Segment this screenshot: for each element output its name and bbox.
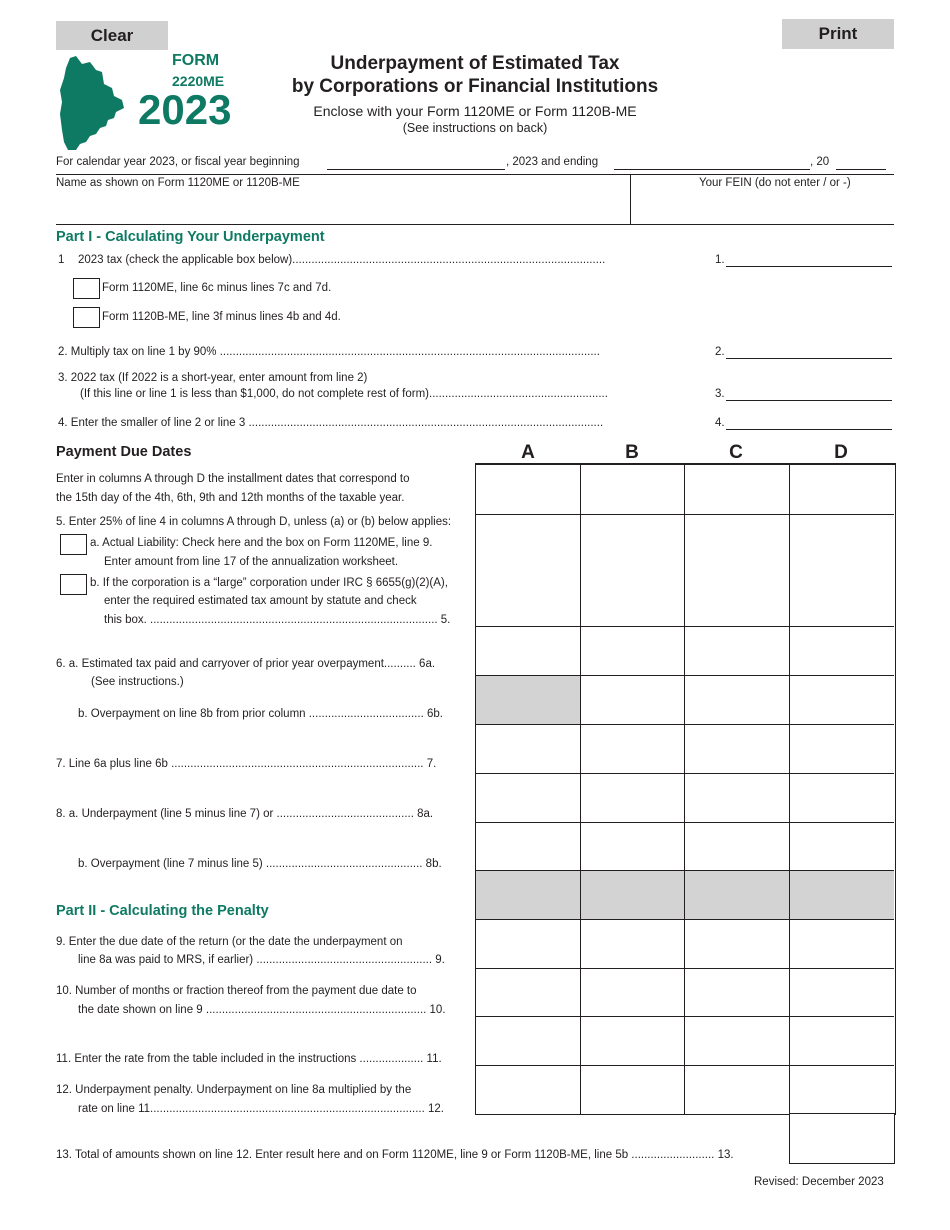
line10-d-cell[interactable] bbox=[790, 969, 894, 1017]
line11-label: 11. Enter the rate from the table included in the instructions .................... 11. bbox=[56, 1053, 442, 1065]
line6b-b-cell[interactable] bbox=[581, 676, 685, 725]
line7-b-cell[interactable] bbox=[581, 725, 685, 774]
line11-c-cell[interactable] bbox=[685, 1017, 790, 1066]
divider bbox=[630, 174, 631, 224]
column-c-header: C bbox=[729, 442, 743, 463]
line5a-label: a. Actual Liability: Check here and the box on Form 1120ME, line 9. bbox=[90, 537, 433, 549]
line9-d-cell[interactable] bbox=[790, 920, 894, 969]
line6b-d-cell[interactable] bbox=[790, 676, 894, 725]
maine-map-icon bbox=[56, 54, 126, 152]
due-date-a-cell[interactable] bbox=[476, 465, 581, 515]
part1-heading: Part I - Calculating Your Underpayment bbox=[56, 229, 325, 245]
line8b-label: b. Overpayment (line 7 minus line 5) ................................................. 8b. bbox=[78, 858, 442, 870]
form-number: 2220ME bbox=[172, 73, 225, 89]
line6a-a-cell[interactable] bbox=[476, 627, 581, 676]
line6a-label: 6. a. Estimated tax paid and carryover of prior year overpayment.......... 6a. bbox=[56, 658, 436, 670]
line8b-d-cell[interactable] bbox=[790, 823, 894, 871]
subtitle: Enclose with your Form 1120ME or Form 1120B-ME bbox=[313, 103, 637, 119]
form-1120b-me-label: Form 1120B-ME, line 3f minus lines 4b and 4d. bbox=[102, 311, 341, 323]
line13-label: 13. Total of amounts shown on line 12. Enter result here and on Form 1120ME, line 9 or Form 1120B-ME, line 5b .......................... 13. bbox=[56, 1149, 734, 1161]
line8a-c-cell[interactable] bbox=[685, 774, 790, 823]
line9-b-cell[interactable] bbox=[581, 920, 685, 969]
column-d-header: D bbox=[834, 442, 848, 463]
line10-c-cell[interactable] bbox=[685, 969, 790, 1017]
line8a-a-cell[interactable] bbox=[476, 774, 581, 823]
line5-c-cell[interactable] bbox=[685, 515, 790, 627]
line5-a-cell[interactable] bbox=[476, 515, 581, 627]
form-1120me-checkbox[interactable] bbox=[73, 278, 100, 299]
line8b-c-cell[interactable] bbox=[685, 823, 790, 871]
line3-note: (If this line or line 1 is less than $1,000, do not complete rest of form)........................................................ bbox=[80, 388, 608, 400]
line12-label: 12. Underpayment penalty. Underpayment on line 8a multiplied by the bbox=[56, 1084, 412, 1096]
due-dates-intro: Enter in columns A through D the installment dates that correspond to bbox=[56, 473, 410, 485]
line9-a-cell[interactable] bbox=[476, 920, 581, 969]
line6a-c-cell[interactable] bbox=[685, 627, 790, 676]
line1-ref: 1. bbox=[715, 254, 725, 266]
line12-a-cell[interactable] bbox=[476, 1066, 581, 1115]
line12-ref: rate on line 11...................................................................................... 12. bbox=[78, 1103, 444, 1115]
name-field[interactable] bbox=[58, 190, 628, 222]
fein-label: Your FEIN (do not enter / or -) bbox=[699, 177, 851, 189]
actual-liability-checkbox[interactable] bbox=[60, 534, 87, 555]
line6a-note: (See instructions.) bbox=[91, 676, 184, 688]
fein-field[interactable] bbox=[634, 192, 892, 222]
line8a-b-cell[interactable] bbox=[581, 774, 685, 823]
fiscal-end-field[interactable] bbox=[614, 169, 810, 170]
part2-shaded-cell bbox=[581, 871, 685, 920]
fiscal-mid-label: , 2023 and ending bbox=[506, 156, 599, 168]
name-label: Name as shown on Form 1120ME or 1120B-ME bbox=[56, 177, 300, 189]
line12-d-cell[interactable] bbox=[790, 1066, 894, 1115]
form-1120b-me-checkbox[interactable] bbox=[73, 307, 100, 328]
line11-b-cell[interactable] bbox=[581, 1017, 685, 1066]
line8a-d-cell[interactable] bbox=[790, 774, 894, 823]
line4-label: 4. Enter the smaller of line 2 or line 3 ............................................................................................................... bbox=[58, 417, 604, 429]
fiscal-end-label: , 20 bbox=[810, 156, 830, 168]
form-1120me-label: Form 1120ME, line 6c minus lines 7c and 7d. bbox=[102, 282, 332, 294]
line5b-note: enter the required estimated tax amount by statute and check bbox=[104, 595, 417, 607]
line2-label: 2. Multiply tax on line 1 by 90% ....................................................................................................................... bbox=[58, 346, 600, 358]
line7-a-cell[interactable] bbox=[476, 725, 581, 774]
form-year: 2023 bbox=[138, 86, 232, 133]
line7-label: 7. Line 6a plus line 6b ............................................................................... 7. bbox=[56, 758, 437, 770]
fiscal-year-field[interactable] bbox=[836, 169, 886, 170]
line3-label: 3. 2022 tax (If 2022 is a short-year, enter amount from line 2) bbox=[58, 372, 368, 384]
line2-ref: 2. bbox=[715, 346, 725, 358]
line6b-a-cell-shaded bbox=[476, 676, 581, 725]
line1-field[interactable] bbox=[726, 266, 892, 267]
line6a-b-cell[interactable] bbox=[581, 627, 685, 676]
divider bbox=[56, 224, 894, 225]
column-a-header: A bbox=[521, 442, 535, 463]
part2-shaded-cell bbox=[476, 871, 581, 920]
line6a-d-cell[interactable] bbox=[790, 627, 894, 676]
line10-label: 10. Number of months or fraction thereof from the payment due date to bbox=[56, 985, 417, 997]
line2-field[interactable] bbox=[726, 358, 892, 359]
line9-c-cell[interactable] bbox=[685, 920, 790, 969]
line8b-a-cell[interactable] bbox=[476, 823, 581, 871]
line6b-label: b. Overpayment on line 8b from prior column .................................... 6b. bbox=[78, 708, 443, 720]
line4-ref: 4. bbox=[715, 417, 725, 429]
line4-field[interactable] bbox=[726, 429, 892, 430]
part2-shaded-cell bbox=[790, 871, 894, 920]
part2-shaded-cell bbox=[685, 871, 790, 920]
installment-grid bbox=[475, 463, 896, 1115]
line11-a-cell[interactable] bbox=[476, 1017, 581, 1066]
line12-c-cell[interactable] bbox=[685, 1066, 790, 1115]
line9-ref: line 8a was paid to MRS, if earlier) ....................................................... 9. bbox=[78, 954, 445, 966]
due-dates-intro-2: the 15th day of the 4th, 6th, 9th and 12th months of the taxable year. bbox=[56, 492, 405, 504]
line10-ref: the date shown on line 9 ..................................................................... 10. bbox=[78, 1004, 446, 1016]
fiscal-begin-field[interactable] bbox=[327, 169, 505, 170]
line7-d-cell[interactable] bbox=[790, 725, 894, 774]
line6b-c-cell[interactable] bbox=[685, 676, 790, 725]
line9-label: 9. Enter the due date of the return (or the date the underpayment on bbox=[56, 936, 403, 948]
divider bbox=[56, 174, 894, 175]
subtitle-instructions: (See instructions on back) bbox=[402, 121, 548, 135]
line1-number: 1 bbox=[58, 254, 65, 266]
line12-b-cell[interactable] bbox=[581, 1066, 685, 1115]
title-line-2: by Corporations or Financial Institutions bbox=[291, 76, 659, 97]
line3-field[interactable] bbox=[726, 400, 892, 401]
form-label: FORM bbox=[172, 52, 220, 69]
part2-heading: Part II - Calculating the Penalty bbox=[56, 903, 269, 919]
line8b-b-cell[interactable] bbox=[581, 823, 685, 871]
fiscal-begin-label: For calendar year 2023, or fiscal year beginning bbox=[56, 156, 300, 168]
line5-label: 5. Enter 25% of line 4 in columns A through D, unless (a) or (b) below applies: bbox=[56, 516, 452, 528]
due-date-b-cell[interactable] bbox=[581, 465, 685, 515]
line7-c-cell[interactable] bbox=[685, 725, 790, 774]
line5-b-cell[interactable] bbox=[581, 515, 685, 627]
large-corporation-checkbox[interactable] bbox=[60, 574, 87, 595]
due-date-c-cell[interactable] bbox=[685, 465, 790, 515]
print-button[interactable]: Print bbox=[782, 19, 894, 49]
line10-b-cell[interactable] bbox=[581, 969, 685, 1017]
column-b-header: B bbox=[625, 442, 639, 463]
line10-a-cell[interactable] bbox=[476, 969, 581, 1017]
revised-date: Revised: December 2023 bbox=[754, 1176, 884, 1188]
line11-d-cell[interactable] bbox=[790, 1017, 894, 1066]
line5a-note: Enter amount from line 17 of the annualization worksheet. bbox=[104, 556, 399, 568]
title-line-1: Underpayment of Estimated Tax bbox=[330, 53, 620, 74]
payment-due-dates-heading: Payment Due Dates bbox=[56, 444, 192, 460]
line5b-label: b. If the corporation is a “large” corporation under IRC § 6655(g)(2)(A), bbox=[90, 577, 448, 589]
line3-ref: 3. bbox=[715, 388, 725, 400]
line5b-ref: this box. .......................................................................................... 5. bbox=[104, 614, 451, 626]
line1-label: 2023 tax (check the applicable box below).................................................................................................. bbox=[78, 254, 606, 266]
line8a-label: 8. a. Underpayment (line 5 minus line 7) or ........................................... 8a. bbox=[56, 808, 434, 820]
line5-d-cell[interactable] bbox=[790, 515, 894, 627]
line13-total-field[interactable] bbox=[789, 1113, 895, 1164]
due-date-d-cell[interactable] bbox=[790, 465, 894, 515]
clear-button[interactable]: Clear bbox=[56, 21, 168, 50]
